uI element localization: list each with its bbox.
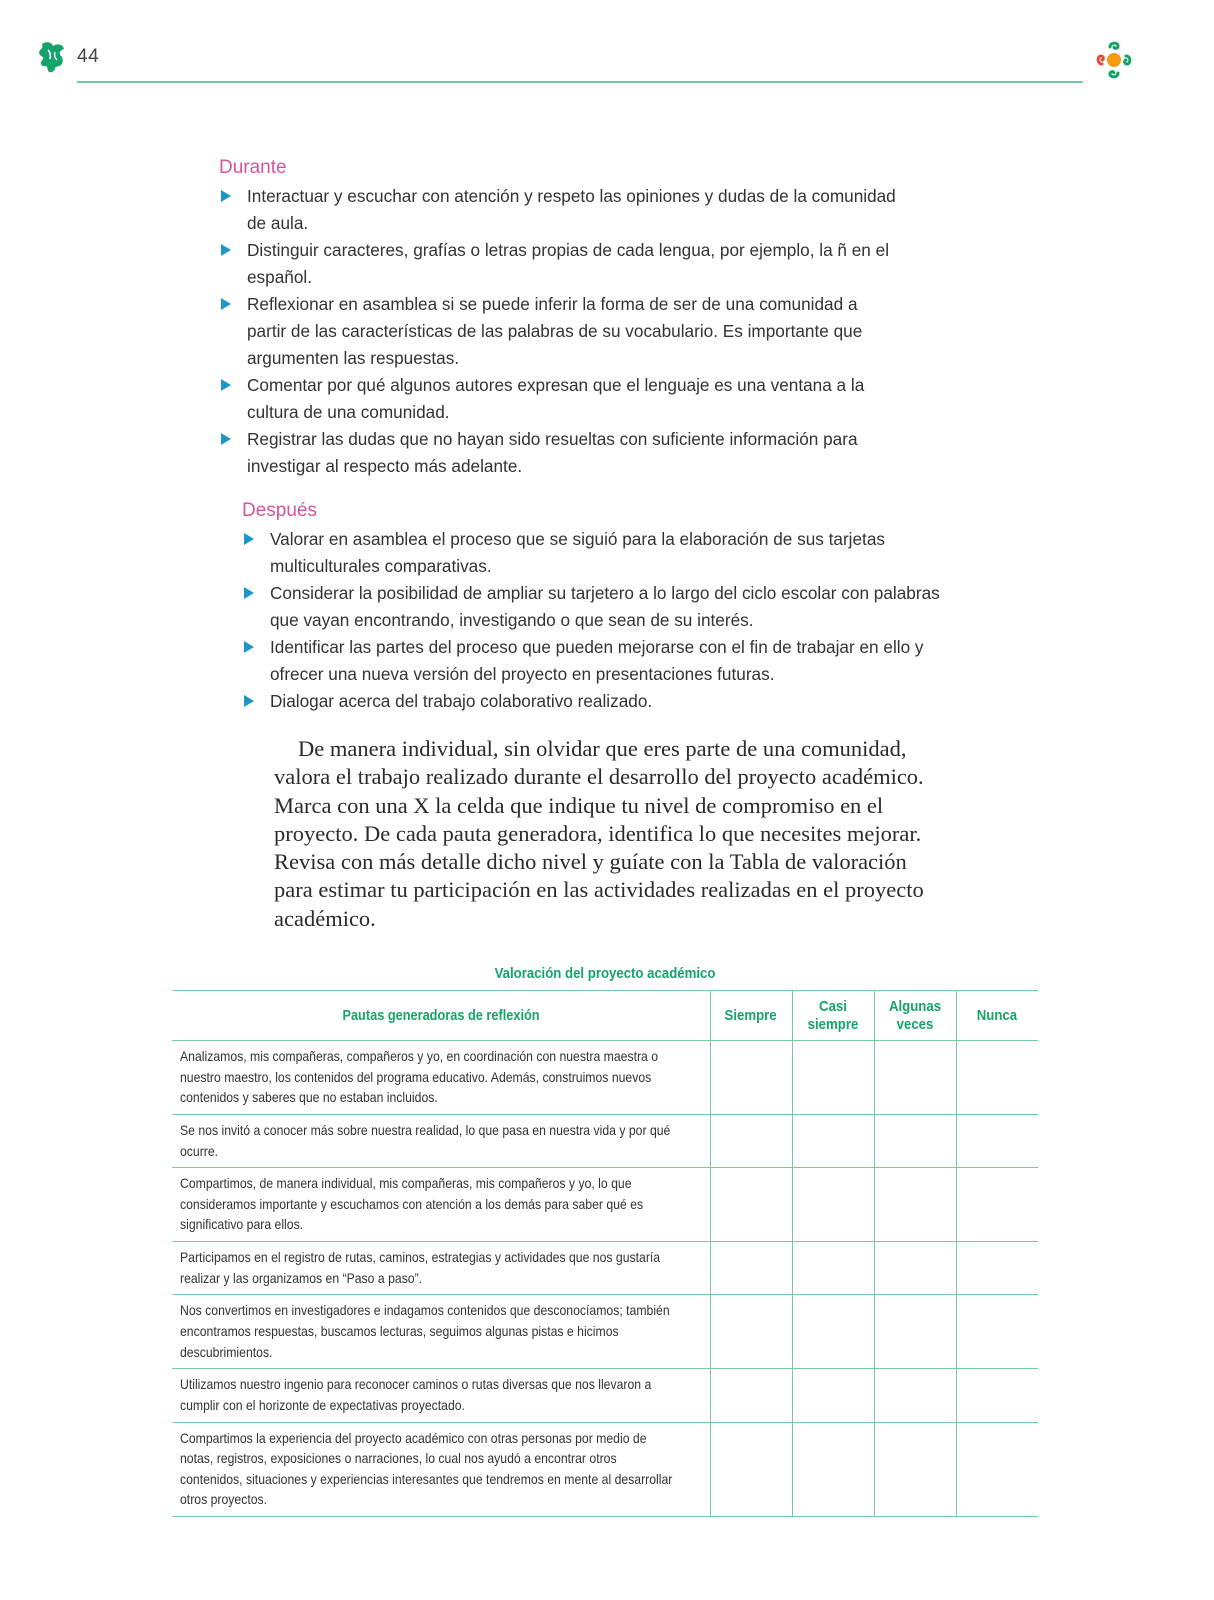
table-row bbox=[172, 1168, 1038, 1242]
evaluation-table bbox=[172, 990, 1038, 1517]
triangle-bullet-icon bbox=[221, 433, 231, 445]
section-despues bbox=[242, 500, 942, 715]
checkbox-cell-never[interactable] bbox=[956, 1422, 1038, 1516]
despues-list bbox=[242, 526, 942, 715]
checkbox-cell-always[interactable] bbox=[710, 1369, 792, 1422]
checkbox-cell-almost-always[interactable] bbox=[792, 1242, 874, 1295]
green-figure-icon bbox=[36, 40, 68, 74]
criteria-cell: Se nos invitó a conocer más sobre nuestra realidad, lo que pasa en nuestra vida y por qué ocurre. bbox=[172, 1115, 710, 1168]
page-number: 44 bbox=[77, 46, 100, 67]
criteria-cell: Participamos en el registro de rutas, caminos, estrategias y actividades que nos gustaría realizar y las organizamos en “Paso a paso”. bbox=[172, 1242, 710, 1295]
list-item: Comentar por qué algunos autores expresan que el lenguaje es una ventana a la cultura de una comunidad. bbox=[219, 372, 899, 426]
checkbox-cell-never[interactable] bbox=[956, 1242, 1038, 1295]
page-header bbox=[0, 0, 1214, 100]
section-title-despues: Después bbox=[242, 500, 317, 521]
checkbox-cell-always[interactable] bbox=[710, 1041, 792, 1115]
criteria-cell: Analizamos, mis compañeras, compañeros y yo, en coordinación con nuestra maestra o nuestro maestro, los contenidos del programa educativo. Además, construimos nuevos contenidos y saberes que no estaban incluidos. bbox=[172, 1041, 710, 1115]
checkbox-cell-almost-always[interactable] bbox=[792, 1115, 874, 1168]
checkbox-cell-sometimes[interactable] bbox=[874, 1168, 956, 1242]
checkbox-cell-sometimes[interactable] bbox=[874, 1242, 956, 1295]
checkbox-cell-almost-always[interactable] bbox=[792, 1295, 874, 1369]
table-row bbox=[172, 1115, 1038, 1168]
checkbox-cell-almost-always[interactable] bbox=[792, 1422, 874, 1516]
list-item: Dialogar acerca del trabajo colaborativo realizado. bbox=[242, 688, 942, 715]
durante-list bbox=[219, 183, 899, 480]
checkbox-cell-almost-always[interactable] bbox=[792, 1041, 874, 1115]
list-item: Considerar la posibilidad de ampliar su tarjetero a lo largo del ciclo escolar con palabras que vayan encontrando, investigando o que sean de su interés. bbox=[242, 580, 942, 634]
criteria-cell: Nos convertimos en investigadores e indagamos contenidos que desconocíamos; también encontramos respuestas, buscamos lecturas, seguimos algunas pistas e hicimos descubrimientos. bbox=[172, 1295, 710, 1369]
checkbox-cell-always[interactable] bbox=[710, 1115, 792, 1168]
instructions-paragraph: De manera individual, sin olvidar que eres parte de una comunidad, valora el trabajo realizado durante el desarrollo del proyecto académico. Marca con una X la celda que indique tu nivel de compromiso en el proyecto. De cada pauta generadora, identifica lo que necesites mejorar. Revisa con más detalle dicho nivel y guíate con la Tabla de valoración para estimar tu participación en las actividades realizadas en el proyecto académico. bbox=[274, 736, 924, 931]
list-item: Reflexionar en asamblea si se puede inferir la forma de ser de una comunidad a partir de las características de las palabras de su vocabulario. Es importante que argumenten las respuestas. bbox=[219, 291, 899, 372]
triangle-bullet-icon bbox=[244, 695, 254, 707]
checkbox-cell-sometimes[interactable] bbox=[874, 1422, 956, 1516]
table-row bbox=[172, 1242, 1038, 1295]
checkbox-cell-always[interactable] bbox=[710, 1242, 792, 1295]
checkbox-cell-sometimes[interactable] bbox=[874, 1369, 956, 1422]
table-row bbox=[172, 1422, 1038, 1516]
checkbox-cell-always[interactable] bbox=[710, 1422, 792, 1516]
table-row bbox=[172, 1041, 1038, 1115]
table-row bbox=[172, 1295, 1038, 1369]
column-header-never: Nunca bbox=[956, 991, 1038, 1041]
checkbox-cell-never[interactable] bbox=[956, 1168, 1038, 1242]
list-item: Valorar en asamblea el proceso que se siguió para la elaboración de sus tarjetas multiculturales comparativas. bbox=[242, 526, 942, 580]
criteria-cell: Compartimos la experiencia del proyecto académico con otras personas por medio de notas, registros, exposiciones o narraciones, lo cual nos ayudó a encontrar otros contenidos, situaciones y experiencias interesantes que tendremos en mente al desarrollar otros proyectos. bbox=[172, 1422, 710, 1516]
checkbox-cell-never[interactable] bbox=[956, 1041, 1038, 1115]
column-header-criteria: Pautas generadoras de reflexión bbox=[172, 991, 710, 1041]
criteria-cell: Compartimos, de manera individual, mis compañeras, mis compañeros y yo, lo que consideramos importante y escuchamos con atención a los demás para saber qué es significativo para ellos. bbox=[172, 1168, 710, 1242]
checkbox-cell-sometimes[interactable] bbox=[874, 1295, 956, 1369]
colored-swirl-icon bbox=[1088, 34, 1140, 86]
table-title: Valoración del proyecto académico bbox=[494, 965, 716, 982]
triangle-bullet-icon bbox=[221, 244, 231, 256]
checkbox-cell-sometimes[interactable] bbox=[874, 1115, 956, 1168]
column-header-almost-always: Casi siempre bbox=[792, 991, 874, 1041]
list-item: Distinguir caracteres, grafías o letras propias de cada lengua, por ejemplo, la ñ en el español. bbox=[219, 237, 899, 291]
checkbox-cell-always[interactable] bbox=[710, 1168, 792, 1242]
section-title-durante: Durante bbox=[219, 157, 287, 178]
triangle-bullet-icon bbox=[221, 379, 231, 391]
list-item: Registrar las dudas que no hayan sido resueltas con suficiente información para investigar al respecto más adelante. bbox=[219, 426, 899, 480]
checkbox-cell-sometimes[interactable] bbox=[874, 1041, 956, 1115]
checkbox-cell-almost-always[interactable] bbox=[792, 1168, 874, 1242]
table-header-row bbox=[172, 991, 1038, 1041]
checkbox-cell-never[interactable] bbox=[956, 1115, 1038, 1168]
checkbox-cell-never[interactable] bbox=[956, 1295, 1038, 1369]
list-item: Interactuar y escuchar con atención y respeto las opiniones y dudas de la comunidad de aula. bbox=[219, 183, 899, 237]
table-row bbox=[172, 1369, 1038, 1422]
column-header-sometimes: Algunas veces bbox=[874, 991, 956, 1041]
checkbox-cell-never[interactable] bbox=[956, 1369, 1038, 1422]
triangle-bullet-icon bbox=[221, 190, 231, 202]
triangle-bullet-icon bbox=[221, 298, 231, 310]
list-item: Identificar las partes del proceso que pueden mejorarse con el fin de trabajar en ello y ofrecer una nueva versión del proyecto en presentaciones futuras. bbox=[242, 634, 942, 688]
triangle-bullet-icon bbox=[244, 533, 254, 545]
triangle-bullet-icon bbox=[244, 641, 254, 653]
triangle-bullet-icon bbox=[244, 587, 254, 599]
checkbox-cell-almost-always[interactable] bbox=[792, 1369, 874, 1422]
header-rule bbox=[77, 81, 1083, 83]
criteria-cell: Utilizamos nuestro ingenio para reconocer caminos o rutas diversas que nos llevaron a cumplir con el horizonte de expectativas proyectado. bbox=[172, 1369, 710, 1422]
section-durante bbox=[219, 157, 899, 480]
column-header-always: Siempre bbox=[710, 991, 792, 1041]
checkbox-cell-always[interactable] bbox=[710, 1295, 792, 1369]
